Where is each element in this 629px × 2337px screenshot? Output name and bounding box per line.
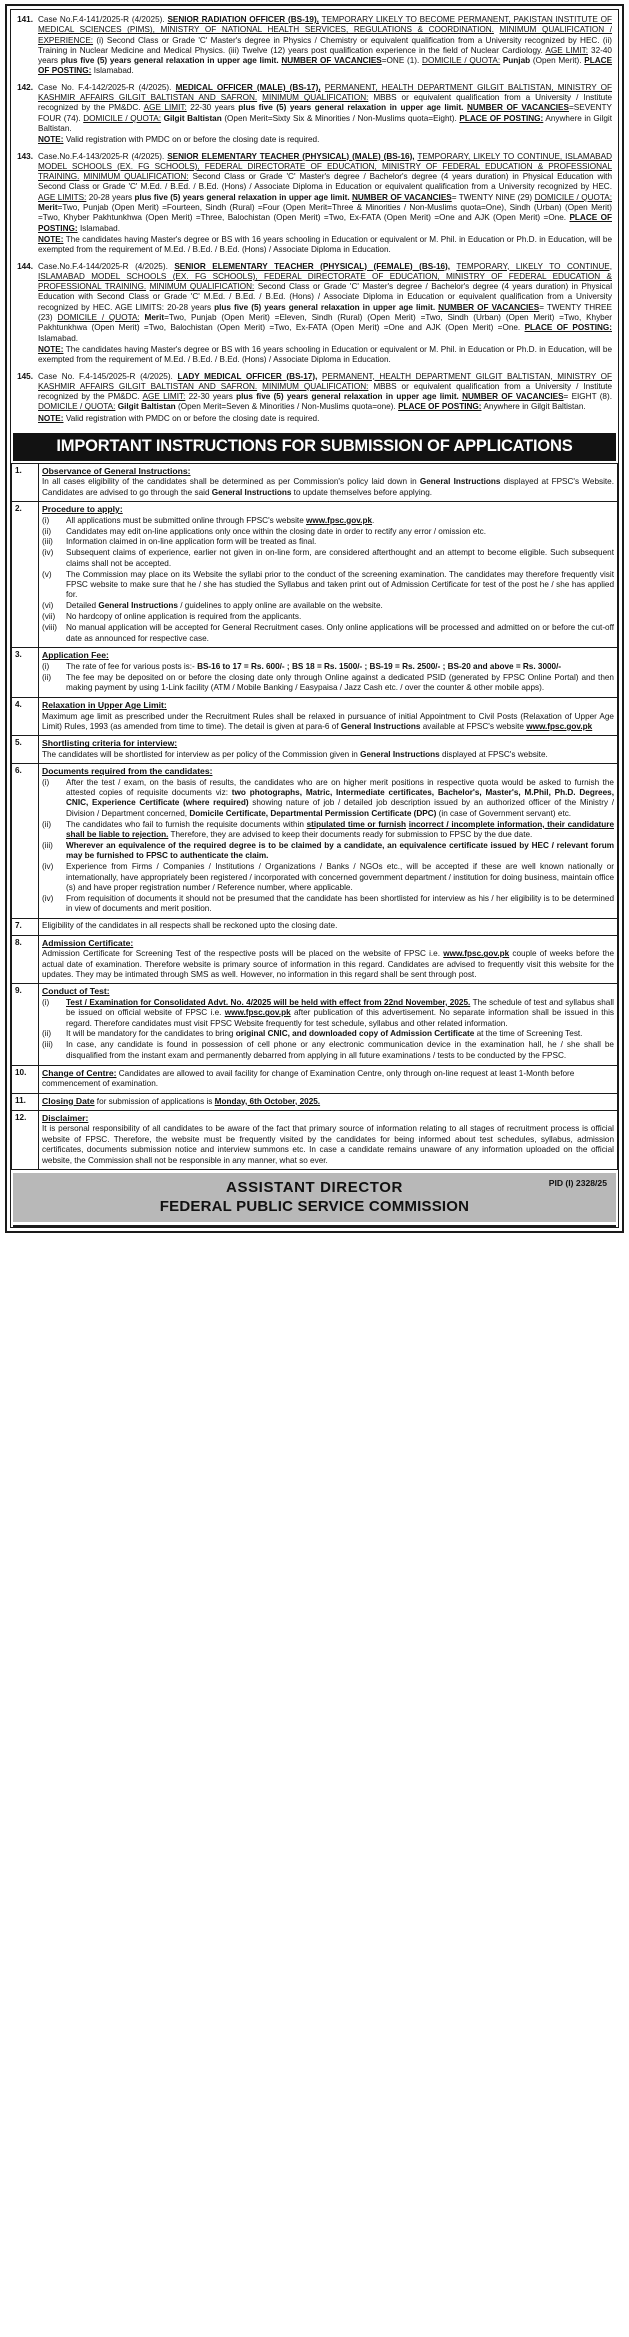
domicile-region: Punjab xyxy=(500,56,531,66)
inner-border xyxy=(10,9,619,1228)
age-limit-text: 22-30 years xyxy=(185,392,237,402)
note-text: The candidates having Master's degree or BS with 16 years schooling in Education or equivalent or M. Phil. in Education or Ph.D. in Education, will be exempted from the requirement of M.Ed. / B.Ed. / B.Ed. (Hons) / Associate Diploma in Education. xyxy=(38,344,612,365)
domicile-region: Merit xyxy=(38,203,58,213)
posting-text: Islamabad. xyxy=(38,333,79,343)
sub-item-text: The fee may be deposited on or before the closing date only through Online against a dedicated PSID (generated by FPSC Online Portal) and then making payment by using 1-Link facility (ATM / Mobile Banking / Easypaisa / Jazz Cash etc. / over the counter & other mobile apps). xyxy=(66,672,614,693)
posting-text: Islamabad. xyxy=(77,223,121,233)
qualification-label: MINIMUM QUALIFICATION / EXPERIENCE: xyxy=(38,25,613,45)
sub-item-marker: (v) xyxy=(42,569,52,579)
vacancy-details xyxy=(38,15,612,77)
instruction-number: 5. xyxy=(12,736,39,764)
domicile-text: =Two, Punjab (Open Merit) =Eleven, Sindh (Rural) (Open Merit) =Two, Sindh (Urban) (Open Merit) =Two, Khyber Pakhtunkhwa (Open Merit) =Two, Balochistan (Open Merit) =Two, Ex-FATA (Open Merit) =One and AJK (Open Merit) =One. xyxy=(38,313,613,333)
emphasis: Domicile Certificate, Departmental Permission Certificate (DPC) xyxy=(189,808,437,818)
instruction-sub-list xyxy=(42,516,614,644)
instruction-content xyxy=(39,463,618,501)
age-limit-text: 20-28 years xyxy=(86,192,135,202)
posting-text: Anywhere in Gilgit Baltistan. xyxy=(481,402,586,412)
domicile-text: (Open Merit=Seven & Minorities / Non-Muslims quota=one). xyxy=(175,402,399,412)
sub-item-text: In case, any candidate is found in possession of cell phone or any electronic communication device in the examination hall, he / she shall be disqualified from the instant exam and permanently debarred from applying in all future examinations / tests to be conducted by the FPSC. xyxy=(66,1040,614,1060)
note-label: NOTE: xyxy=(38,413,64,423)
qualification-text: Second Class or Grade 'C' Master's degree / Bachelor's degree (4 years duration) in Physical Education with Second Class or Grade 'C' M.Ed. / B.Ed. / B.Ed. (Hons) / Associate Diploma in Education or equivalent qualification from a University recognized by HEC. AGE LIMITS: 20-28 years xyxy=(38,282,613,312)
outer-border xyxy=(5,4,624,1233)
instruction-paragraph: Admission Certificate for Screening Test of the respective posts will be placed on the website of FPSC i.e. www.fpsc.gov.pk couple of weeks before the actual date of examination. Therefore website is primary source of information in this regard. Candidates are advised to frequently visit this website for the updates. They may be intimated through SMS as well. However, no information in this regard shall be sent through post. xyxy=(42,949,614,979)
sub-item-text: Test / Examination for Consolidated Advt. No. 4/2025 will be held with effect from 22nd November, 2025. The schedule of test and syllabus shall be issued on official website of FPSC i.e. www.fpsc.gov.pk after publication of this advertisement. No separate information shall be issued in this regard. Therefore candidates must visit FPSC Website frequently for test schedule, syllabus and other related information. xyxy=(66,997,614,1028)
qualification-label: MINIMUM QUALIFICATION: xyxy=(262,93,369,103)
sub-item-marker: (iv) xyxy=(42,894,54,904)
instruction-title: Disclaimer: xyxy=(42,1112,89,1123)
instruction-row xyxy=(12,1110,618,1169)
sub-item-text: No manual application will be accepted for General Recruitment cases. Only online applications will be processed and admitted on or before the cut-off date as announced for respective case. xyxy=(66,623,614,643)
sub-item-marker: (ii) xyxy=(42,672,52,682)
emphasis: two photographs, Matric, Intermediate certificates, Bachelor's, Master's, M.Phil, Ph.D. Degrees, CNIC, Experience Certificate (where required) xyxy=(66,787,614,808)
bottom-divider xyxy=(13,1225,616,1227)
case-number: Case No. F.4-145/2025-R (4/2025). xyxy=(38,371,178,381)
instruction-number: 6. xyxy=(12,764,39,919)
instruction-number: 7. xyxy=(12,919,39,935)
instruction-sub-item xyxy=(42,601,614,611)
instruction-sub-list xyxy=(42,998,614,1061)
vacancy-details xyxy=(38,262,612,366)
pid-number: PID (I) 2328/25 xyxy=(548,1177,607,1188)
instruction-title: Observance of General Instructions: xyxy=(42,465,191,476)
domicile-text: (Open Merit). xyxy=(530,56,585,66)
instruction-content xyxy=(39,502,618,648)
instruction-number: 12. xyxy=(12,1110,39,1169)
instruction-number: 4. xyxy=(12,698,39,736)
instruction-sub-item xyxy=(42,673,614,694)
posting-label: PLACE OF POSTING: xyxy=(38,213,612,233)
instruction-title: Application Fee: xyxy=(42,650,109,661)
domicile-label: DOMICILE / QUOTA: xyxy=(57,313,140,323)
sub-item-text: Candidates may edit on-line applications only once within the closing date in order to rectify any error / omission etc. xyxy=(66,526,487,536)
instruction-paragraph: It is personal responsibility of all candidates to be aware of the fact that primary source of information relating to all stages of recruitment process is official website of FPSC. Therefore, the website must be frequently visited by the candidates for being informed about test schedules, syllabus, admission certificates, documents submission notice and interview summons etc. In case a candidate remains unaware of any information uploaded on the official website, the Commission shall not be responsible in any manner, what so ever. xyxy=(42,1124,614,1165)
vacancy-entry xyxy=(15,83,612,146)
emphasis-underline: Monday, 6th October, 2025. xyxy=(214,1096,321,1106)
vacancy-details xyxy=(38,83,612,146)
instruction-content xyxy=(39,1093,618,1110)
domicile-label: DOMICILE / QUOTA: xyxy=(534,192,613,202)
instruction-content xyxy=(39,764,618,919)
footer-organization: FEDERAL PUBLIC SERVICE COMMISSION xyxy=(159,1197,470,1215)
age-limit-text: 22-30 years xyxy=(186,103,239,113)
instruction-sub-list xyxy=(42,778,614,915)
sub-item-text: Subsequent claims of experience, earlier not given in on-line form, are considered afterthought and an attempt to become eligible. Such subsequent claims shall not be accepted. xyxy=(66,548,614,568)
sub-item-marker: (ii) xyxy=(42,526,52,536)
age-limit-label: AGE LIMITS: xyxy=(38,192,87,202)
instruction-content xyxy=(39,1065,618,1093)
emphasis: General Instructions xyxy=(211,487,292,497)
instruction-sub-item xyxy=(42,841,614,862)
posting-label: PLACE OF POSTING: xyxy=(524,323,612,333)
vacancy-number: 143. xyxy=(17,151,33,161)
vacancies-label: NUMBER OF VACANCIES xyxy=(281,56,382,66)
domicile-label: DOMICILE / QUOTA: xyxy=(422,56,501,66)
vacancies-count: =ONE (1). xyxy=(381,56,423,66)
vacancies-count: = TWENTY THREE (23) xyxy=(38,302,612,323)
vacancies-label: NUMBER OF VACANCIES xyxy=(352,192,452,202)
instruction-paragraph: Maximum age limit as prescribed under the Recruitment Rules shall be relaxed in pursuance of initial Appointment to Civil Posts (Relaxation of Upper Age Limit) Rules, 1993 (as amended from time to time). The detail is given at para-6 of General Instructions available at FPSC's website www.fpsc.gov.pk xyxy=(42,711,614,731)
case-number: Case.No.F.4-143/2025-R (4/2025). xyxy=(38,151,168,161)
qualification-text: (i) Second Class or Grade 'C' Master's degree in Physics / Chemistry or equivalent qualification from a University recognized by HEC. (ii) Training in Nuclear Medicine and Medical Physics. (iii) Twelve (12) years post qualification experience in the field of Nuclear Cardiology. xyxy=(38,35,612,55)
instruction-row xyxy=(12,935,618,984)
age-limit-text: 32-40 years xyxy=(38,45,612,66)
vacancy-number: 144. xyxy=(17,261,33,271)
vacancies-count: = TWENTY NINE (29) xyxy=(451,192,535,202)
sub-item-text: Detailed General Instructions / guidelines to apply online are available on the website. xyxy=(66,601,383,611)
instruction-row xyxy=(12,698,618,736)
note-label: NOTE: xyxy=(38,234,64,244)
sub-item-text: Information claimed in on-line application form will be treated as final. xyxy=(66,537,317,547)
instruction-title: Change of Centre: xyxy=(42,1067,117,1078)
organization: TEMPORARY LIKELY TO BECOME PERMANENT, PAKISTAN INSTITUTE OF MEDICAL SCIENCES (PIMS), MINISTRY OF NATIONAL HEALTH SERVICES, REGULATIONS & COORDINATION. xyxy=(38,15,612,35)
instructions-table xyxy=(11,463,618,1170)
vacancy-list xyxy=(11,10,618,430)
vacancies-count: = EIGHT (8). xyxy=(563,392,612,402)
emphasis: General Instructions xyxy=(419,477,501,487)
sub-item-marker: (iii) xyxy=(42,537,53,547)
sub-item-text: After the test / exam, on the basis of results, the candidates who are on higher merit positions in respective quota would be asked to furnish the attested copies of requisite documents viz: two photographs, Matric, Intermediate certificates, Bachelor's, Master's, M.Phil, Ph.D. Degrees, CNIC, Experience Certificate (where required) showing nature of job / detailed job description issued by an authorized officer of the Ministry / Division / Department concerned, Domicile Certificate, Departmental Permission Certificate (DPC) (in case of Government servant) etc. xyxy=(66,777,614,818)
instruction-title: Admission Certificate: xyxy=(42,937,134,948)
sub-item-marker: (vi) xyxy=(42,601,54,611)
vacancy-number: 145. xyxy=(17,371,33,381)
sub-item-marker: (iii) xyxy=(42,840,53,850)
emphasis-underline: www.fpsc.gov.pk xyxy=(526,721,593,731)
age-relaxation: plus five (5) years general relaxation in upper age limit. xyxy=(236,392,459,402)
sub-item-text: It will be mandatory for the candidates to bring original CNIC, and downloaded copy of Admission Certificate at the time of Screening Test. xyxy=(66,1029,583,1039)
age-limit-label: AGE LIMIT: xyxy=(142,392,186,402)
instruction-sub-item xyxy=(42,527,614,537)
vacancies-label: NUMBER OF VACANCIES xyxy=(438,302,540,312)
vacancy-entry xyxy=(15,15,612,77)
qualification-label: MINIMUM QUALIFICATION: xyxy=(262,381,369,391)
post-title: MEDICAL OFFICER (MALE) (BS-17), xyxy=(175,82,321,92)
instruction-content xyxy=(39,935,618,984)
instruction-sub-item xyxy=(42,1040,614,1061)
vacancy-note xyxy=(38,235,612,256)
instruction-sub-item xyxy=(42,570,614,601)
sub-item-marker: (ii) xyxy=(42,819,52,829)
emphasis-underline: stipulated time or furnish xyxy=(306,819,407,829)
vacancies-count: =SEVENTY FOUR (74). xyxy=(38,103,612,123)
note-text: Valid registration with PMDC on or before the closing date is required. xyxy=(63,413,320,423)
instruction-number: 10. xyxy=(12,1065,39,1093)
vacancy-details xyxy=(38,152,612,256)
sub-item-marker: (ii) xyxy=(42,1029,52,1039)
age-relaxation: plus five (5) years general relaxation in upper age limit. xyxy=(134,192,350,202)
qualification-text: Second Class or Grade 'C' Master's degree / Bachelor's degree (4 years duration) in Physical Education with Second Class or Grade 'C' M.Ed. / B.Ed. / B.Ed. (Hons) / Associate Diploma in Education or equivalent qualification from a University recognized by HEC. xyxy=(38,172,613,192)
emphasis: General Instructions xyxy=(340,721,421,731)
instruction-number: 9. xyxy=(12,984,39,1065)
vacancy-entry xyxy=(15,372,612,424)
instruction-title: Shortlisting criteria for interview: xyxy=(42,738,178,749)
instruction-sub-item xyxy=(42,516,614,526)
instruction-sub-item xyxy=(42,537,614,547)
instruction-row xyxy=(12,502,618,648)
organization: TEMPORARY, LIKELY TO CONTINUE, ISLAMABAD MODEL SCHOOLS (EX. FG SCHOOLS), FEDERAL DIRECTORATE OF EDUCATION, MINISTRY OF FEDERAL EDUCATION & PROFESSIONAL TRAINING. xyxy=(38,261,612,292)
instruction-title: Closing Date xyxy=(42,1095,95,1106)
instruction-title: Relaxation in Upper Age Limit: xyxy=(42,700,167,711)
instruction-sub-item xyxy=(42,1029,614,1039)
instruction-sub-item xyxy=(42,548,614,569)
instruction-row xyxy=(12,736,618,764)
emphasis: General Instructions xyxy=(360,749,440,759)
signature-footer xyxy=(13,1173,616,1222)
post-title: LADY MEDICAL OFFICER (BS-17), xyxy=(177,371,318,381)
emphasis-underline: www.fpsc.gov.pk xyxy=(306,515,373,525)
instruction-row xyxy=(12,764,618,919)
vacancy-note xyxy=(38,135,612,145)
posting-label: PLACE OF POSTING: xyxy=(398,402,482,412)
instruction-number: 3. xyxy=(12,648,39,698)
posting-text: Anywhere in Gilgit Baltistan. xyxy=(38,113,613,133)
emphasis: Wherever an equivalence of the required degree is to be claimed by a candidate, an equivalence certificate issued by HEC / relevant forum may be furnished to FPSC to authenticate the claim. xyxy=(66,840,614,861)
sub-item-marker: (i) xyxy=(42,777,50,787)
sub-item-text: No hardcopy of online application is required from the applicants. xyxy=(66,612,302,622)
instruction-sub-list xyxy=(42,662,614,694)
post-title: SENIOR ELEMENTARY TEACHER (PHYSICAL) (MALE) (BS-16), xyxy=(167,151,415,161)
emphasis: BS-16 to 17 = Rs. 600/- ; BS 18 = Rs. 1500/- ; BS-19 = Rs. 2500/- ; BS-20 and above = Rs. 3000/- xyxy=(197,661,562,671)
instruction-content xyxy=(39,648,618,698)
instruction-sub-item xyxy=(42,623,614,644)
age-relaxation: plus five (5) years general relaxation in upper age limit. xyxy=(60,56,279,66)
vacancy-details xyxy=(38,372,612,424)
posting-text: Islamabad. xyxy=(91,66,134,76)
vacancy-note xyxy=(38,414,612,424)
age-relaxation: plus five (5) years general relaxation in upper age limit. xyxy=(214,302,436,312)
vacancies-label: NUMBER OF VACANCIES xyxy=(467,103,569,113)
instruction-content xyxy=(39,919,618,935)
age-limit-label: AGE LIMIT: xyxy=(545,45,589,55)
sub-item-text: The Commission may place on its Website the syllabi prior to the conduct of the screening examination. The candidates may therefore frequently visit FPSC website to make sure that he / she has studied the Syllabus and taken print out of Admission Certificate for test of the post he / she has applied for. xyxy=(66,569,614,600)
instruction-content xyxy=(39,984,618,1065)
note-label: NOTE: xyxy=(38,135,64,145)
domicile-region: Gilgit Baltistan xyxy=(161,113,222,123)
emphasis: original CNIC, and downloaded copy of Admission Certificate xyxy=(235,1029,475,1039)
case-number: Case No. F.4-142/2025-R (4/2025). xyxy=(38,82,176,92)
sub-item-marker: (iv) xyxy=(42,862,54,872)
note-label: NOTE: xyxy=(38,344,64,354)
sub-item-text: The candidates who fail to furnish the requisite documents within stipulated time or furnish incorrect / incomplete information, their candidature shall be liable to rejection. Therefore, they are advised to keep their documents ready for submission to FPSC by the due date. xyxy=(66,819,614,840)
instruction-sub-item xyxy=(42,894,614,915)
emphasis-underline: Test / Examination for Consolidated Advt. No. 4/2025 will be held with effect from 22nd November, 2025. xyxy=(66,997,471,1007)
sub-item-marker: (i) xyxy=(42,997,50,1007)
domicile-text: (Open Merit=Sixty Six & Minorities / Non-Muslims quota=Eight). xyxy=(221,113,460,123)
instruction-row xyxy=(12,1065,618,1093)
organization: PERMANENT, HEALTH DEPARTMENT GILGIT BALTISTAN, MINISTRY OF KASHMIR AFFAIRS GILGIT BALTISTAN AND SAFRON. xyxy=(38,371,613,391)
instruction-content xyxy=(39,698,618,736)
instruction-paragraph: The candidates will be shortlisted for interview as per policy of the Commission given in General Instructions displayed at FPSC's website. xyxy=(42,749,548,759)
sub-item-marker: (vii) xyxy=(42,612,56,622)
emphasis: General Instructions xyxy=(98,601,178,611)
instruction-title: Procedure to apply: xyxy=(42,504,123,515)
vacancy-entry xyxy=(15,152,612,256)
instruction-sub-item xyxy=(42,778,614,820)
organization: PERMANENT, HEALTH DEPARTMENT GILGIT BALTISTAN, MINISTRY OF KASHMIR AFFAIRS GILGIT BALTISTAN AND SAFRON. xyxy=(38,82,613,103)
domicile-region: Gilgit Baltistan xyxy=(115,402,176,412)
instruction-title: Documents required from the candidates: xyxy=(42,766,213,777)
instruction-paragraph: Eligibility of the candidates in all respects shall be reckoned upto the closing date. xyxy=(42,921,338,931)
instructions-body xyxy=(12,463,618,1169)
instruction-sub-item xyxy=(42,862,614,893)
case-number: Case No.F.4-141/2025-R (4/2025). xyxy=(38,15,168,24)
sub-item-text: From requisition of documents it should not be presumed that the candidate has been shortlisted for interview as his / her eligibility is to be determined in view of documents and merit position. xyxy=(66,894,614,914)
instruction-sub-item xyxy=(42,662,614,672)
domicile-label: DOMICILE / QUOTA: xyxy=(83,113,162,123)
instruction-sub-item xyxy=(42,998,614,1029)
emphasis-underline: incorrect / incomplete information, their candidature shall be liable to rejection. xyxy=(66,819,614,840)
emphasis-underline: www.fpsc.gov.pk xyxy=(443,949,510,959)
note-text: The candidates having Master's degree or BS with 16 years schooling in Education or equivalent or M. Phil. in Education or Ph.D. in Education, will be exempted from the requirement of M.Ed. / B.Ed. / B.Ed. (Hons) / Associate Diploma in Education. xyxy=(38,234,612,255)
instruction-number: 11. xyxy=(12,1093,39,1110)
posting-label: PLACE OF POSTING: xyxy=(459,113,544,123)
sub-item-marker: (viii) xyxy=(42,623,58,633)
organization: TEMPORARY, LIKELY TO CONTINUE, ISLAMABAD MODEL SCHOOLS (EX. FG SCHOOLS), FEDERAL DIRECTORATE OF EDUCATION, MINISTRY OF FEDERAL EDUCATION & PROFESSIONAL TRAINING. xyxy=(38,151,612,182)
domicile-text: =Two, Punjab (Open Merit) =Fourteen, Sindh (Rural) =Four (Open Merit=Three & Minorities / Non-Muslims quota=One), Sindh (Urban) (Open Merit) =Two, Khyber Pakhtunkhwa (Open Merit) =Three, Balochistan (Open Merit) =Two, Ex-FATA (Open Merit) =One and AJK (Open Merit) =One. xyxy=(38,203,612,223)
note-text: Valid registration with PMDC on or before the closing date is required. xyxy=(63,135,320,145)
instruction-row xyxy=(12,648,618,698)
qualification-label: MINIMUM QUALIFICATION: xyxy=(149,282,255,292)
instruction-paragraph: for submission of applications is Monday, 6th October, 2025. xyxy=(94,1096,321,1106)
instruction-paragraph: Candidates are allowed to avail facility for change of Examination Centre, only through on-line request at least 1-Month before commencement of examination. xyxy=(42,1068,575,1089)
age-relaxation: plus five (5) years general relaxation in upper age limit. xyxy=(238,103,464,113)
instruction-row xyxy=(12,919,618,935)
instruction-number: 1. xyxy=(12,463,39,501)
domicile-label: DOMICILE / QUOTA: xyxy=(38,402,116,412)
instruction-paragraph: In all cases eligibility of the candidates shall be determined as per Commission's policy laid down in General Instructions displayed at FPSC's Website. Candidates are advised to go through the said General Instructions to update themselves before applying. xyxy=(42,477,615,497)
emphasis-underline: www.fpsc.gov.pk xyxy=(224,1008,291,1018)
important-instructions-banner: IMPORTANT INSTRUCTIONS FOR SUBMISSION OF APPLICATIONS xyxy=(13,433,616,461)
domicile-region: Merit xyxy=(139,313,165,323)
footer-designation: ASSISTANT DIRECTOR xyxy=(226,1178,403,1196)
qualification-text: MBBS or equivalent qualification from a University / Institute recognized by the PM&DC. xyxy=(38,93,613,113)
instruction-content xyxy=(39,1110,618,1169)
instruction-row xyxy=(12,463,618,501)
instruction-number: 2. xyxy=(12,502,39,648)
sub-item-text: All applications must be submitted online through FPSC's website www.fpsc.gov.pk. xyxy=(66,515,375,525)
vacancies-label: NUMBER OF VACANCIES xyxy=(462,392,564,402)
instruction-row xyxy=(12,1093,618,1110)
sub-item-marker: (iii) xyxy=(42,1040,53,1050)
sub-item-marker: (i) xyxy=(42,661,50,671)
sub-item-marker: (iv) xyxy=(42,548,54,558)
post-title: SENIOR RADIATION OFFICER (BS-19), xyxy=(167,15,319,24)
qualification-label: MINIMUM QUALIFICATION: xyxy=(83,172,189,182)
instruction-sub-item xyxy=(42,612,614,622)
case-number: Case.No.F.4-144/2025-R (4/2025). xyxy=(38,261,175,271)
qualification-text: MBBS or equivalent qualification from a University / Institute recognized by the PM&DC. xyxy=(38,381,613,402)
instruction-content xyxy=(39,736,618,764)
sub-item-text xyxy=(66,841,614,862)
vacancy-entry xyxy=(15,262,612,366)
sub-item-text: Experience from Firms / Companies / Institutions / Organizations / Banks / NGOs etc., will be accepted if these are well known nationally or internationally, have appropriately been registered / incorporated with concerned government department / institution for doing business, maintain office (s) and have proper registration number / Reference number, where applicable. xyxy=(66,862,614,893)
age-limit-label: AGE LIMIT: xyxy=(143,103,187,113)
instruction-number: 8. xyxy=(12,935,39,984)
sub-item-marker: (i) xyxy=(42,515,50,525)
posting-label: PLACE OF POSTING: xyxy=(38,56,613,76)
instruction-sub-item xyxy=(42,820,614,841)
vacancy-number: 142. xyxy=(17,82,33,92)
vacancy-note xyxy=(38,345,612,366)
instruction-title: Conduct of Test: xyxy=(42,986,110,997)
post-title: SENIOR ELEMENTARY TEACHER (PHYSICAL) (FEMALE) (BS-16), xyxy=(174,261,451,271)
instruction-row xyxy=(12,984,618,1065)
vacancy-number: 141. xyxy=(17,15,33,24)
sub-item-text: The rate of fee for various posts is:- BS-16 to 17 = Rs. 600/- ; BS 18 = Rs. 1500/- ; BS-19 = Rs. 2500/- ; BS-20 and above = Rs. 3000/- xyxy=(66,661,562,671)
